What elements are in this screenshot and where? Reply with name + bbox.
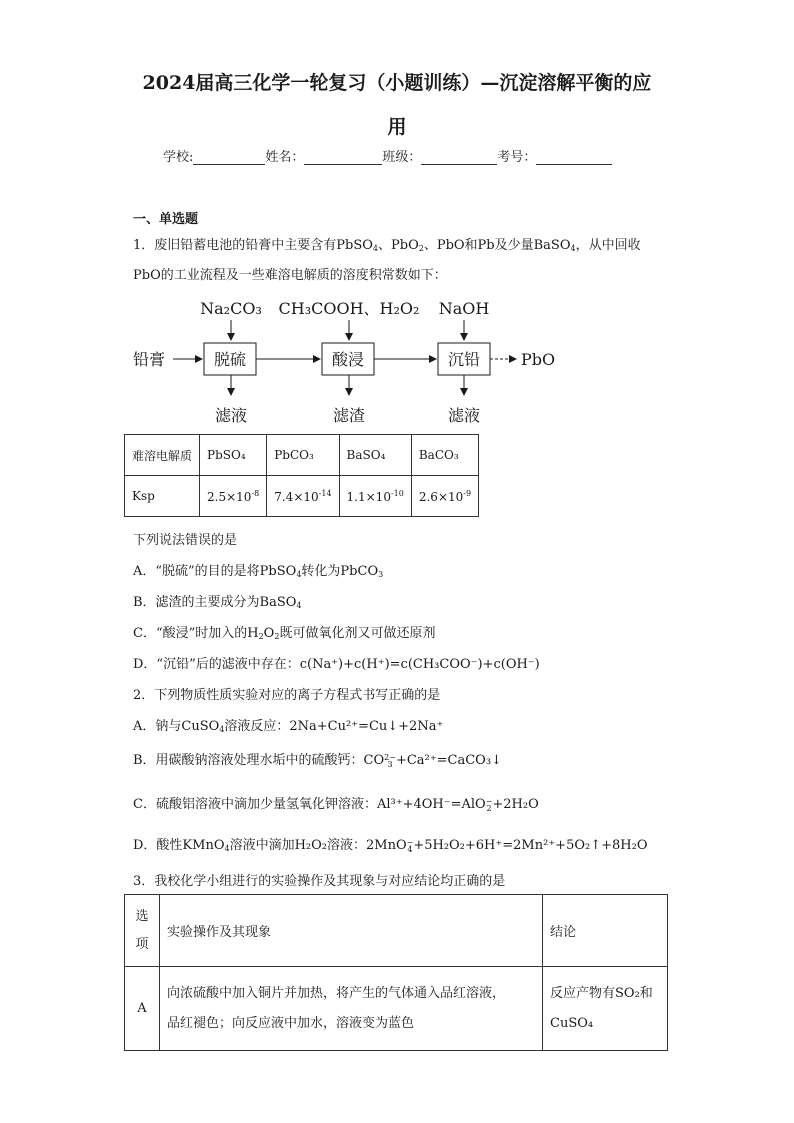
table-cell: $2.6\times 10^{-9}$	[411, 476, 478, 517]
section-heading: 一、单选题	[133, 212, 199, 227]
ksp-table	[124, 434, 479, 517]
student-info-line	[163, 146, 612, 165]
step-acid-leach-label: 酸浸	[331, 350, 365, 369]
out-residue: 滤渣	[332, 406, 366, 425]
table-cell: 结论	[543, 895, 668, 967]
table-cell: BaCO₃	[411, 435, 478, 476]
table-cell: A	[125, 967, 160, 1051]
table-cell: $1.1\times 10^{-10}$	[339, 476, 411, 517]
name-field[interactable]	[304, 150, 382, 165]
q1-option-c[interactable]: C．“酸浸”时加入的$H_2O_2$既可做氧化剂又可做还原剂	[133, 626, 436, 641]
q1-question: 下列说法错误的是	[133, 533, 238, 548]
q3-stem: 3．我校化学小组进行的实验操作及其现象与对应结论均正确的是	[133, 874, 506, 889]
reagent-acid-peroxide: CH₃COOH、H₂O₂	[278, 299, 420, 318]
school-label: 学校:	[163, 150, 194, 165]
table-cell: PbSO₄	[200, 435, 267, 476]
q1-option-d[interactable]: D．“沉铅”后的滤液中存在：c(Na⁺)+c(H⁺)=c(CH₃COO⁻)+c(OH⁻)	[133, 657, 540, 672]
q1-option-b[interactable]: B．滤渣的主要成分为BaSO$_4$	[133, 595, 302, 610]
table-row	[125, 967, 668, 1051]
page-title-line1: 2024届高三化学一轮复习（小题训练）—沉淀溶解平衡的应	[142, 72, 652, 94]
class-field[interactable]	[421, 150, 497, 165]
table-cell: 向浓硫酸中加入铜片并加热，将产生的气体通入品红溶液， 品红褪色；向反应液中加水，溶液变为蓝色	[160, 967, 543, 1051]
q2-option-d[interactable]: D．酸性KMnO$_4$溶液中滴加H₂O₂溶液：2MnO − 4 +5H₂O₂+6H⁺=2Mn²⁺+5O₂↑+8H₂O	[133, 837, 648, 854]
input-lead-paste: 铅膏	[133, 350, 166, 369]
class-label: 班级：	[382, 150, 422, 165]
q3-table	[124, 894, 668, 1051]
charge-fraction: − 4	[406, 837, 414, 854]
q1-stem-line2: PbO的工业流程及一些难溶电解质的溶度积常数如下：	[133, 268, 447, 283]
q2-option-b[interactable]: B．用碳酸钠溶液处理水垢中的硫酸钙：CO 2− 3 +Ca²⁺=CaCO₃↓	[133, 752, 502, 769]
reagent-naoh: NaOH	[438, 299, 490, 318]
page-title-line2: 用	[387, 116, 407, 138]
q2-option-c[interactable]: C．硫酸铝溶液中滴加少量氢氧化钾溶液：Al³⁺+4OH⁻=AlO − 2 +2H₂O	[133, 796, 539, 813]
out-filtrate-2: 滤液	[447, 406, 481, 425]
product-pbo: PbO	[521, 350, 556, 369]
table-cell: 选 项	[125, 895, 160, 967]
out-filtrate-1: 滤液	[214, 406, 248, 425]
table-cell: 反应产物有SO₂和 CuSO₄	[543, 967, 668, 1051]
table-cell: PbCO₃	[267, 435, 339, 476]
q1-option-a[interactable]: A．“脱硫”的目的是将PbSO$_4$转化为PbCO$_3$	[133, 564, 384, 579]
exam-no-field[interactable]	[536, 150, 612, 165]
q2-stem: 2．下列物质性质实验对应的离子方程式书写正确的是	[133, 688, 441, 703]
table-row	[125, 435, 479, 476]
table-cell: 难溶电解质	[125, 435, 200, 476]
reagent-na2co3: Na₂CO₃	[200, 299, 262, 318]
school-field[interactable]	[193, 150, 265, 165]
charge-fraction: − 2	[485, 796, 493, 813]
process-flow-diagram	[128, 292, 568, 430]
name-label: 姓名：	[265, 150, 305, 165]
table-row	[125, 895, 668, 967]
q2-option-a[interactable]: A．钠与CuSO$_4$溶液反应：2Na+Cu²⁺=Cu↓+2Na⁺	[133, 719, 444, 734]
table-cell: $2.5\times 10^{-8}$	[200, 476, 267, 517]
table-cell: 实验操作及其现象	[160, 895, 543, 967]
table-cell: $7.4\times 10^{-14}$	[267, 476, 339, 517]
q1-stem-line1: 1．废旧铅蓄电池的铅膏中主要含有PbSO$_4$、PbO$_2$、PbO和Pb及少量BaSO$_4$，从中回收	[133, 238, 641, 253]
table-cell: Ksp	[125, 476, 200, 517]
table-cell: BaSO₄	[339, 435, 411, 476]
table-row	[125, 476, 479, 517]
exam-no-label: 考号：	[497, 150, 537, 165]
step-desulfurization-label: 脱硫	[213, 350, 247, 369]
charge-fraction: 2− 3	[384, 752, 396, 769]
step-precipitate-label: 沉铅	[447, 350, 481, 369]
